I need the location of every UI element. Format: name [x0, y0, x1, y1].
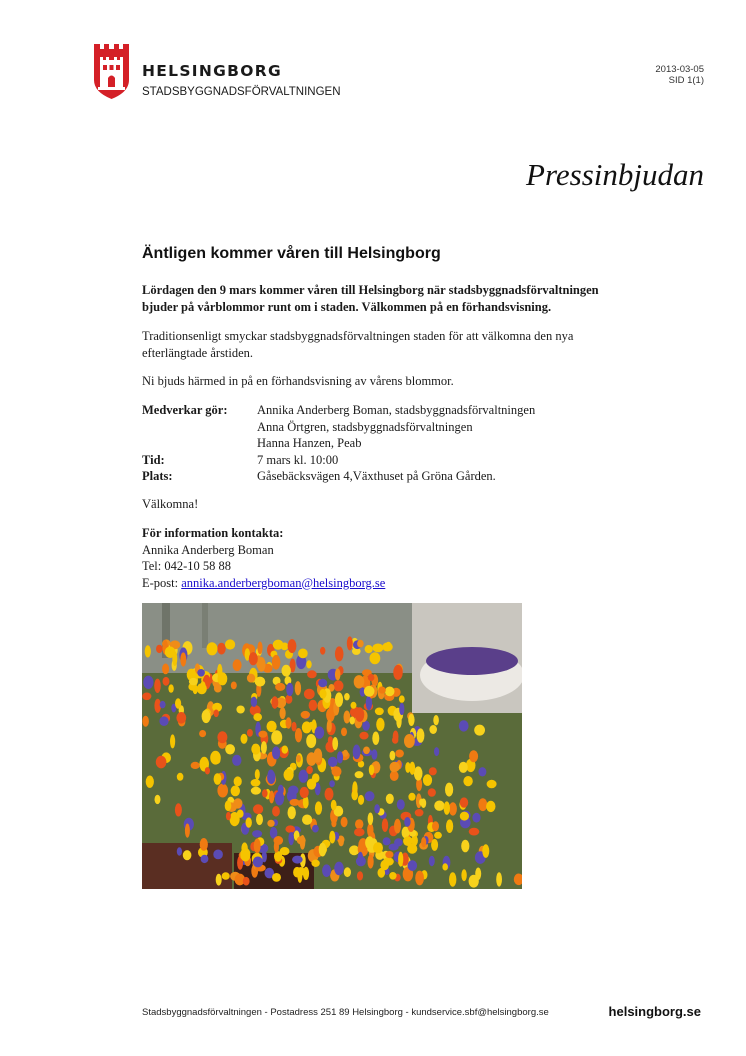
- time-value: 7 mars kl. 10:00: [257, 452, 339, 467]
- participant: Hanna Hanzen, Peab: [257, 436, 362, 450]
- participants-label: Medverkar gör:: [142, 403, 228, 417]
- participants-row: [142, 402, 535, 452]
- footer-website: helsingborg.se: [608, 1004, 701, 1019]
- contact-phone: Tel: 042-10 58 88: [142, 559, 232, 573]
- email-prefix: E-post:: [142, 575, 182, 590]
- department-name: STADSBYGGNADSFÖRVALTNINGEN: [142, 86, 341, 98]
- page-number: SID 1(1): [668, 75, 704, 86]
- time-row: [142, 452, 535, 469]
- email-link[interactable]: annika.anderbergboman@helsingborg.se: [181, 575, 386, 590]
- contact-email-line: [142, 575, 385, 592]
- contact-block: [142, 525, 385, 591]
- contact-name: Annika Anderberg Boman: [142, 542, 274, 557]
- place-value: Gåsebäcksvägen 4,Växthuset på Gröna Gården.: [257, 469, 496, 483]
- document-type-title: Pressinbjudan: [526, 157, 704, 192]
- document-date: 2013-03-05: [655, 64, 704, 75]
- footer-address: Stadsbyggnadsförvaltningen - Postadress 251 89 Helsingborg - kundservice.sbf@helsingborg.se: [142, 1007, 549, 1018]
- organization-name: HELSINGBORG: [142, 62, 283, 80]
- helsingborg-coat-of-arms-logo: [93, 44, 130, 100]
- intro-paragraph: Traditionsenligt smyckar stadsbyggnadsförvaltningen staden för att välkomna den nya efterlängtade årstiden.: [142, 329, 574, 360]
- welcome-text: Välkomna!: [142, 497, 199, 511]
- participant: Annika Anderberg Boman, stadsbyggnadsförvaltningen: [257, 403, 536, 417]
- participant: Anna Örtgren, stadsbyggnadsförvaltningen: [257, 419, 473, 434]
- invitation-paragraph: Ni bjuds härmed in på en förhandsvisning av vårens blommor.: [142, 374, 454, 388]
- time-label: Tid:: [142, 452, 165, 467]
- lead-paragraph: Lördagen den 9 mars kommer våren till Helsingborg när stadsbyggnadsförvaltningen bjuder på vårblommor runt om i staden. Välkommen på en förhandsvisning.: [142, 283, 599, 314]
- place-row: [142, 468, 535, 485]
- spring-flowers-photo: [142, 603, 522, 889]
- article-headline: Äntligen kommer våren till Helsingborg: [142, 245, 441, 262]
- contact-heading: För information kontakta:: [142, 526, 284, 540]
- event-details: [142, 402, 535, 485]
- place-label: Plats:: [142, 469, 173, 483]
- document-meta: [655, 64, 704, 86]
